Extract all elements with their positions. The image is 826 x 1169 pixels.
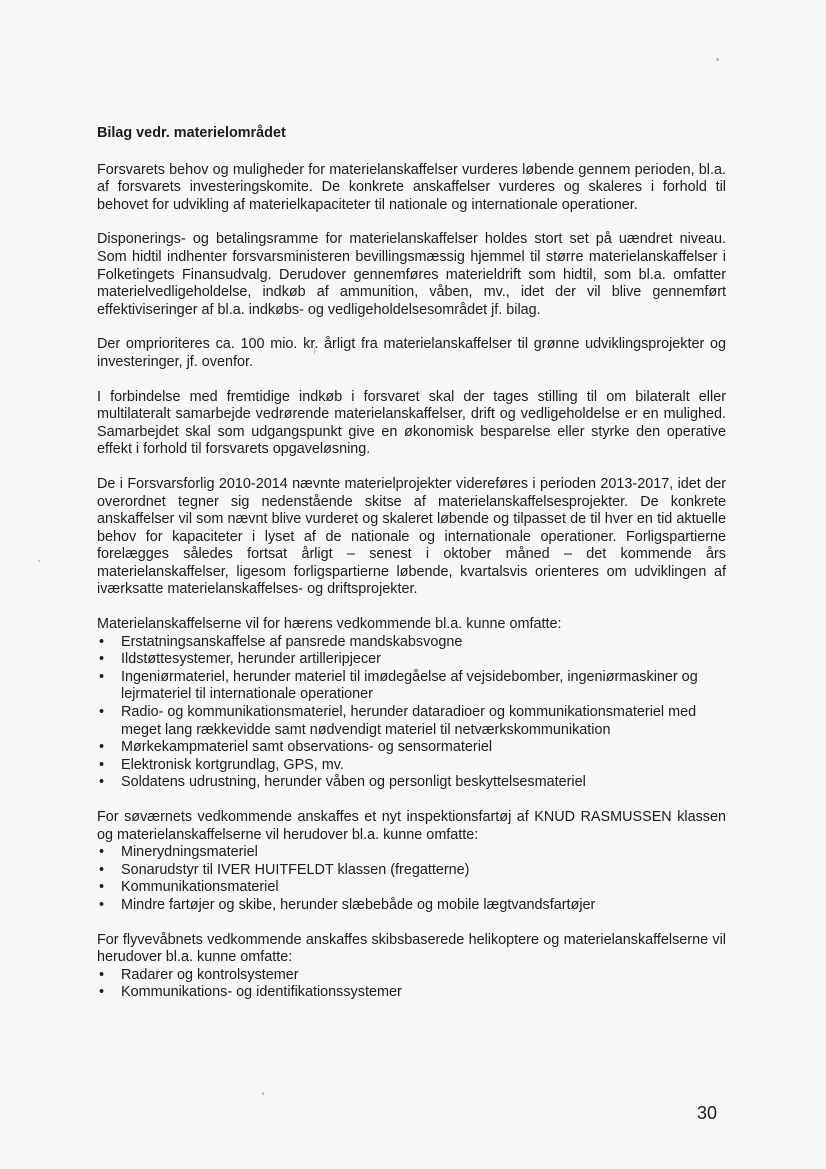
paragraph-defence-agreement: De i Forsvarsforlig 2010-2014 nævnte materielprojekter videreføres i perioden 2013-2017, idet der overordnet tegner sig nedenstående skitse af materielanskaffelsesprojekter. De konkrete anskaffelser vil som nævnt blive vurderet og skaleret løbende og tilpasset de til hver en tid aktuelle behov for kapaciteter i lyset af de nationale og internationale operationer. Forligspartierne forelægges således fortsat årligt – senest i oktober måned – det kommende års materielanskaffelser, ligesom forligspartierne løbende, kvartalsvis orienteres om udviklingen af iværksatte materielanskaffelses- og driftsprojekter.: [97, 475, 726, 598]
paragraph-green-reprioritization: Der omprioriteres ca. 100 mio. kr. årligt fra materielanskaffelser til grønne udviklingsprojekter og investeringer, jf. ovenfor.: [97, 336, 726, 370]
list-item: • Sonarudstyr til IVER HUITFELDT klassen (fregatterne): [97, 862, 726, 880]
list-item: • Erstatningsanskaffelse af pansrede mandskabsvogne: [97, 634, 726, 652]
scan-speck: [262, 1092, 264, 1095]
paragraph-cooperation: I forbindelse med fremtidige indkøb i forsvaret skal der tages stilling til om bilateralt eller multilateralt samarbejde vedrørende materielanskaffelser, drift og vedligeholdelse er en mulighed. Samarbejdet skal som udgangspunkt give en økonomisk besparelse eller styrke den operative effekt i forhold til forsvarets opgaveløsning.: [97, 388, 726, 458]
army-intro: Materielanskaffelserne vil for hærens vedkommende bl.a. kunne omfatte:: [97, 616, 562, 633]
airforce-list: [97, 967, 726, 1002]
navy-list: [97, 844, 726, 914]
paragraph-budget-framework: Disponerings- og betalingsramme for materielanskaffelser holdes stort set på uændret niveau. Som hidtil indhenter forsvarsministeren bevillingsmæssig hjemmel til større materielanskaffelser i Folketingets Finansudvalg. Derudover gennemføres materieldrift som hidtil, som bl.a. omfatter materielvedligeholdelse, indkøb af ammunition, våben, mv., idet der vil blive gennemført effektiviseringer af bl.a. indkøbs- og vedligeholdelsesområdet jf. bilag.: [97, 231, 726, 318]
list-item: • Elektronisk kortgrundlag, GPS, mv.: [97, 757, 726, 775]
document-body: [97, 125, 726, 1019]
list-item: • Radarer og kontrolsystemer: [97, 967, 726, 985]
list-item: • Kommunikations- og identifikationssystemer: [97, 984, 726, 1002]
list-item: • Mindre fartøjer og skibe, herunder slæbebåde og mobile lægtvandsfartøjer: [97, 897, 726, 915]
navy-intro: For søværnets vedkommende anskaffes et nyt inspektionsfartøj af KNUD RASMUSSEN klassen og materielanskaffelserne vil herudover bl.a. kunne omfatte:: [97, 809, 726, 843]
scan-speck: [716, 58, 719, 61]
document-heading: Bilag vedr. materielområdet: [97, 125, 286, 141]
list-item: • Kommunikationsmateriel: [97, 879, 726, 897]
page-number: 30: [697, 1103, 718, 1123]
list-item: • Radio- og kommunikationsmateriel, herunder dataradioer og kommunikationsmateriel med meget lang rækkevidde samt nødvendigt materiel til netværkskommunikation: [97, 704, 726, 739]
scan-speck: [38, 560, 40, 562]
army-list: [97, 634, 726, 792]
list-item: • Mørkekampmateriel samt observations- og sensormateriel: [97, 739, 726, 757]
list-item: • Ingeniørmateriel, herunder materiel til imødegåelse af vejsidebomber, ingeniørmaskiner og lejrmateriel til internationale operationer: [97, 669, 726, 704]
airforce-intro: For flyvevåbnets vedkommende anskaffes skibsbaserede helikoptere og materielanskaffelserne vil herudover bl.a. kunne omfatte:: [97, 931, 726, 966]
list-item: • Ildstøttesystemer, herunder artilleripjecer: [97, 651, 726, 669]
paragraph-investment-assessment: Forsvarets behov og muligheder for materielanskaffelser vurderes løbende gennem perioden, bl.a. af forsvarets investeringskomite. De konkrete anskaffelser vurderes og skaleres i forhold til behovet for udvikling af materielkapaciteter til nationale og internationale operationer.: [97, 161, 726, 213]
list-item: • Minerydningsmateriel: [97, 844, 726, 862]
list-item: • Soldatens udrustning, herunder våben og personligt beskyttelsesmateriel: [97, 774, 726, 792]
